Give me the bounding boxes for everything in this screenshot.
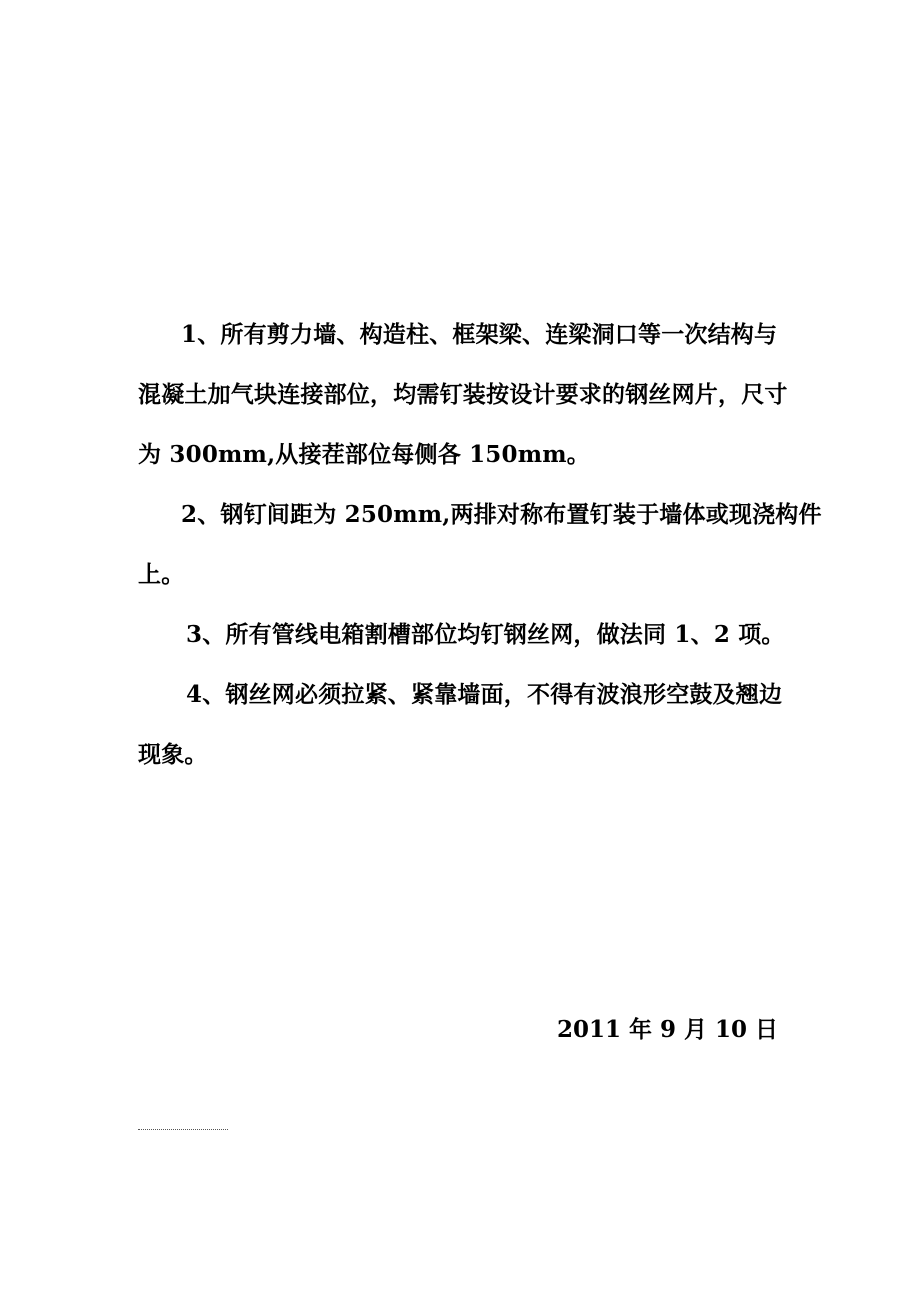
item-1-line-1: 1、所有剪力墙、构造柱、框架梁、连梁洞口等一次结构与 — [181, 321, 778, 348]
item-1-line-2: 混凝土加气块连接部位，均需钉装按设计要求的钢丝网片，尺寸 — [138, 381, 788, 408]
item-4-line-2: 现象。 — [138, 741, 208, 768]
item-3-line-1: 3、所有管线电箱割槽部位均钉钢丝网，做法同 1、2 项。 — [186, 621, 785, 648]
footer-divider — [138, 1129, 228, 1130]
item-2-line-1: 2、钢钉间距为 250mm,两排对称布置钉装于墙体或现浇构件 — [181, 501, 822, 528]
document-date: 2011 年 9 月 10 日 — [556, 1016, 778, 1043]
item-1-line-3: 为 300mm,从接茬部位每侧各 150mm。 — [138, 441, 590, 468]
item-2-line-2: 上。 — [138, 561, 185, 588]
item-4-line-1: 4、钢丝网必须拉紧、紧靠墙面，不得有波浪形空鼓及翘边 — [186, 681, 783, 708]
